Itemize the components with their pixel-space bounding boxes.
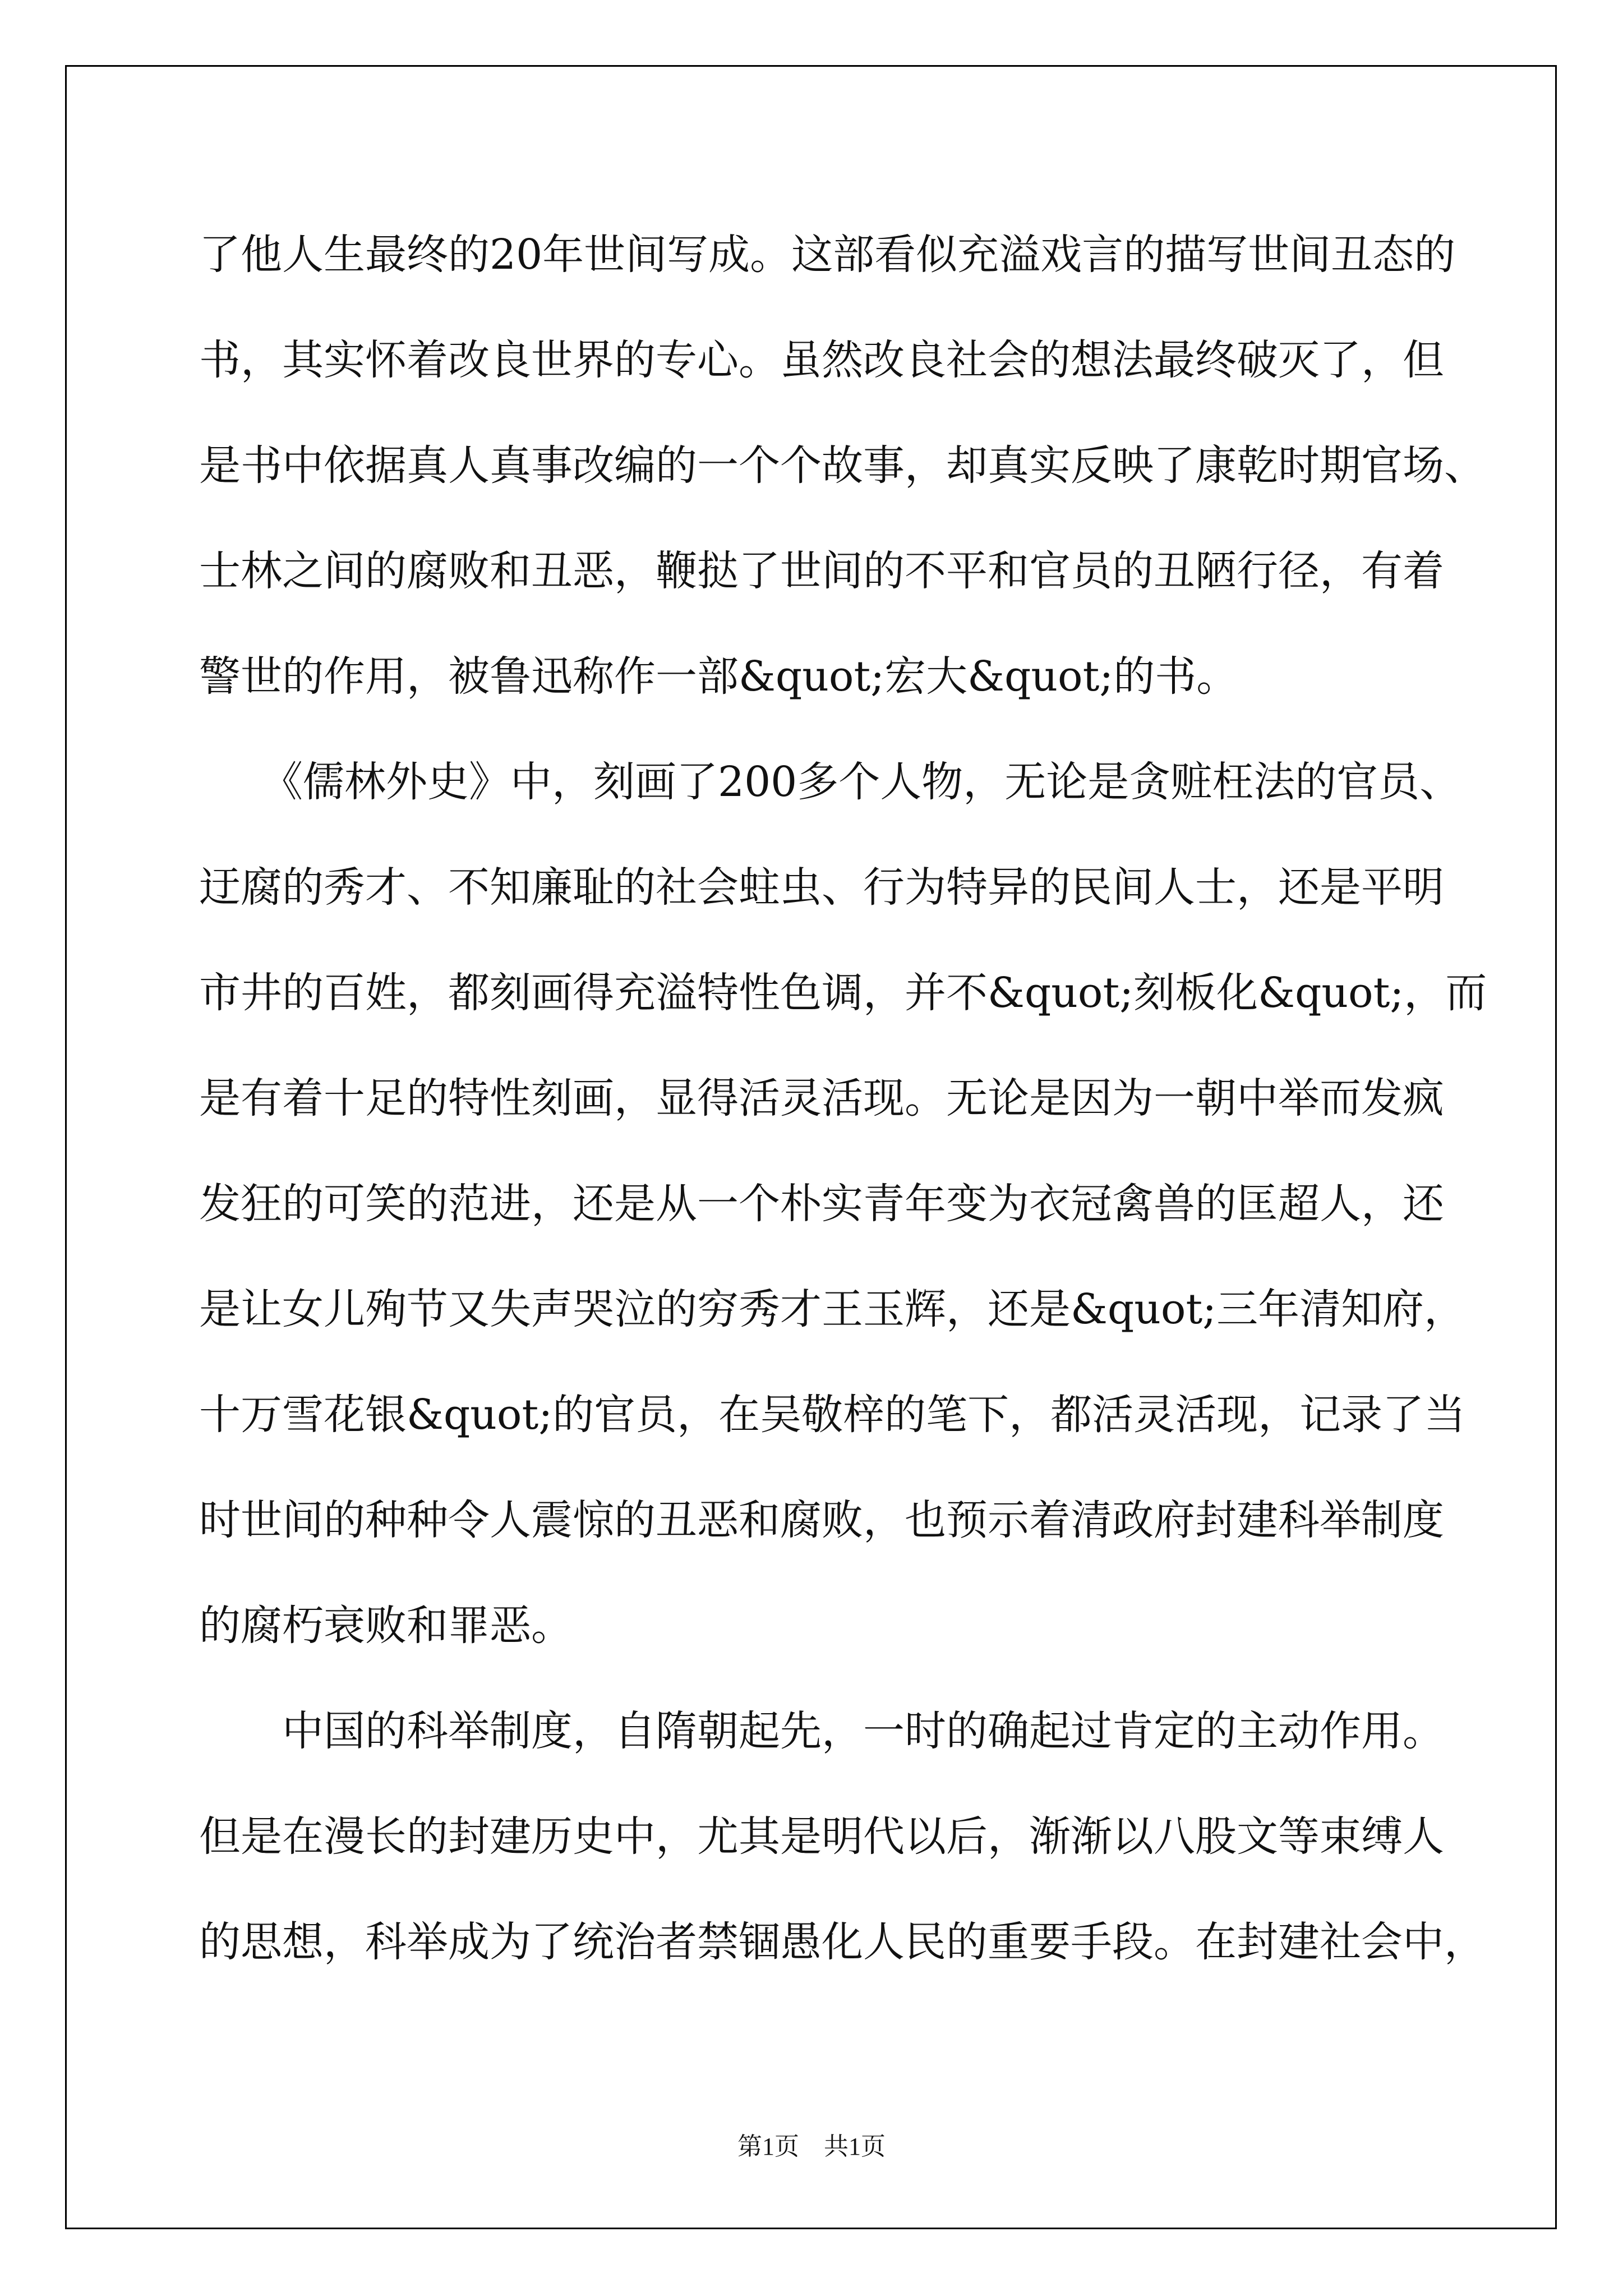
document-body bbox=[199, 202, 1487, 1995]
text-line: 书，其实怀着改良世界的专心。虽然改良社会的想法最终破灭了，但 bbox=[199, 336, 1444, 384]
text-line: 士林之间的腐败和丑恶，鞭挞了世间的不平和官员的丑陋行径，有着 bbox=[199, 547, 1444, 595]
text-line: 的腐朽衰败和罪恶。 bbox=[199, 1602, 573, 1650]
text-line: 的思想，科举成为了统治者禁锢愚化人民的重要手段。在封建社会中， bbox=[199, 1918, 1486, 1966]
text-line: 发狂的可笑的范进，还是从一个朴实青年变为衣冠禽兽的匡超人，还 bbox=[199, 1180, 1444, 1228]
text-line: 迂腐的秀才、不知廉耻的社会蛀虫、行为特异的民间人士，还是平明 bbox=[199, 863, 1444, 912]
text-line: 时世间的种种令人震惊的丑恶和腐败，也预示着清政府封建科举制度 bbox=[199, 1496, 1444, 1544]
text-line: 中国的科举制度，自隋朝起先，一时的确起过肯定的主动作用。 bbox=[199, 1707, 1444, 1755]
text-line: 是有着十足的特性刻画，显得活灵活现。无论是因为一朝中举而发疯 bbox=[199, 1074, 1444, 1122]
text-line: 警世的作用，被鲁迅称作一部&quot;宏大&quot;的书。 bbox=[199, 652, 1238, 701]
text-line: 但是在漫长的封建历史中，尤其是明代以后，渐渐以八股文等束缚人 bbox=[199, 1812, 1444, 1861]
text-line: 是书中依据真人真事改编的一个个故事，却真实反映了康乾时期官场、 bbox=[199, 441, 1486, 490]
page-number-footer: 第1页 共1页 bbox=[737, 2133, 886, 2160]
text-line: 市井的百姓，都刻画得充溢特性色调，并不&quot;刻板化&quot;，而 bbox=[199, 969, 1487, 1017]
text-line: 是让女儿殉节又失声哭泣的穷秀才王玉辉，还是&quot;三年清知府， bbox=[199, 1285, 1466, 1333]
text-line: 《儒林外史》中，刻画了200多个人物，无论是贪赃枉法的官员、 bbox=[199, 758, 1461, 806]
text-line: 十万雪花银&quot;的官员，在吴敬梓的笔下，都活灵活现，记录了当 bbox=[199, 1391, 1466, 1439]
text-line: 了他人生最终的20年世间写成。这部看似充溢戏言的描写世间丑态的 bbox=[199, 231, 1456, 279]
